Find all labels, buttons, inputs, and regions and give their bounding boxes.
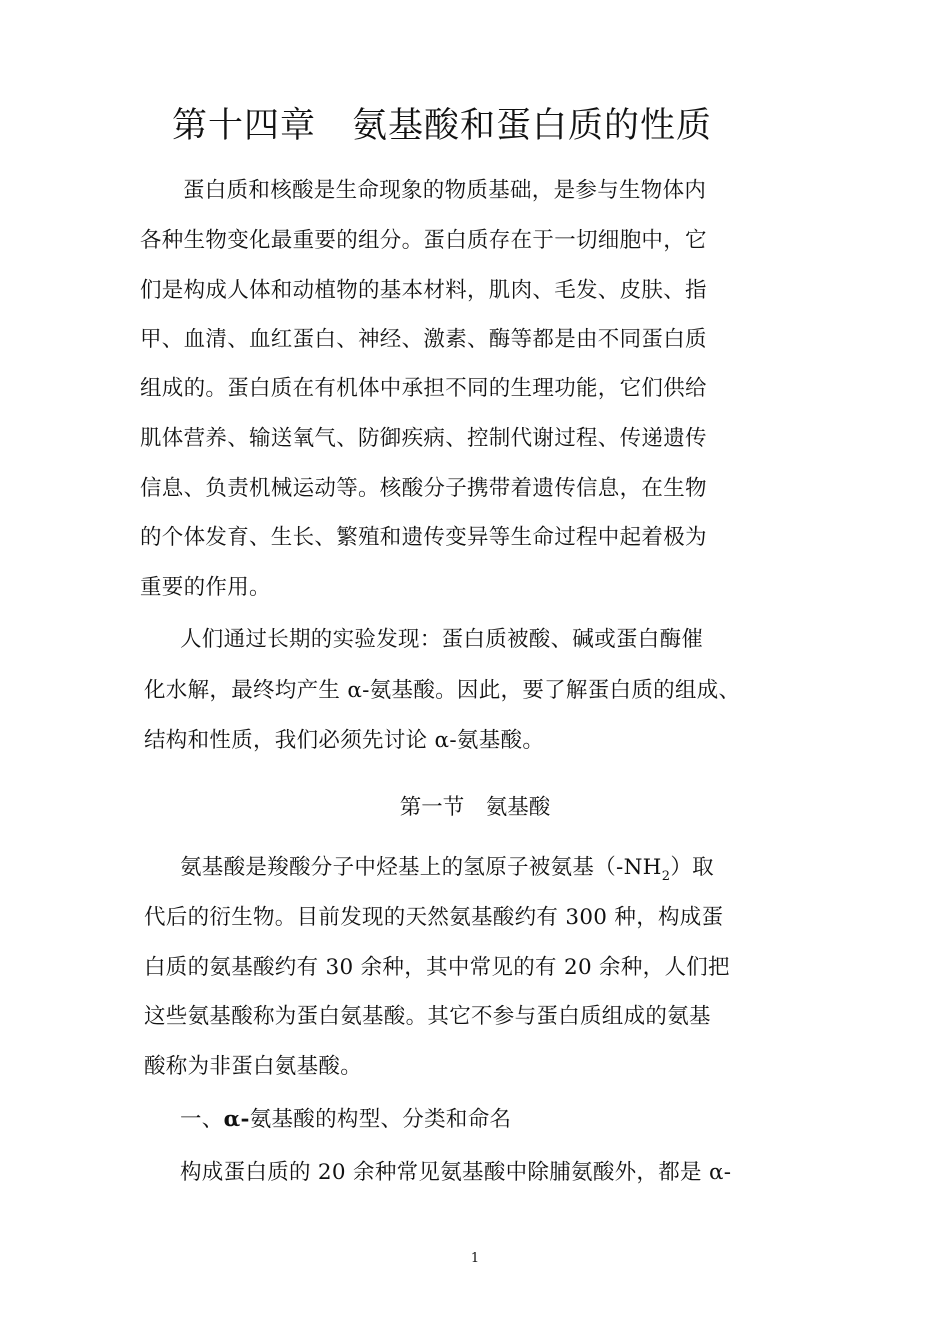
intro-line-4: 甲、血清、血红蛋白、神经、激素、酶等都是由不同蛋白质 xyxy=(140,327,707,352)
nh2-subscript: 2 xyxy=(661,869,671,884)
intro-line-5: 组成的。蛋白质在有机体中承担不同的生理功能，它们供给 xyxy=(140,376,707,401)
section-para-line-5: 酸称为非蛋白氨基酸。 xyxy=(144,1054,363,1079)
section-para-line-1 xyxy=(180,853,714,892)
section-para-line-1-tail: ）取 xyxy=(670,855,714,880)
subsection-heading xyxy=(180,1105,511,1135)
page-number: 1 xyxy=(470,1251,480,1266)
intro-line-2: 各种生物变化最重要的组分。蛋白质存在于一切细胞中，它 xyxy=(140,228,707,253)
section-para-line-3: 白质的氨基酸约有 30 余种，其中常见的有 20 余种，人们把 xyxy=(144,955,730,980)
para2-line-1: 人们通过长期的实验发现：蛋白质被酸、碱或蛋白酶催 xyxy=(180,627,704,652)
last-line: 构成蛋白质的 20 余种常见氨基酸中除脯氨酸外，都是 α- xyxy=(180,1160,732,1185)
chapter-title: 第十四章 氨基酸和蛋白质的性质 xyxy=(172,106,713,146)
intro-line-8: 的个体发育、生长、繁殖和遗传变异等生命过程中起着极为 xyxy=(140,525,707,550)
intro-line-1: 蛋白质和核酸是生命现象的物质基础，是参与生物体内 xyxy=(183,178,707,203)
section-para-line-4: 这些氨基酸称为蛋白氨基酸。其它不参与蛋白质组成的氨基 xyxy=(144,1004,711,1029)
section-title: 第一节 氨基酸 xyxy=(399,795,551,820)
subsection-rest: 氨基酸的构型、分类和命名 xyxy=(249,1107,512,1132)
intro-line-9: 重要的作用。 xyxy=(140,575,271,600)
subsection-alpha: α- xyxy=(223,1107,250,1132)
intro-line-3: 们是构成人体和动植物的基本材料，肌肉、毛发、皮肤、指 xyxy=(140,278,707,303)
section-para-line-2: 代后的衍生物。目前发现的天然氨基酸约有 300 种，构成蛋 xyxy=(144,905,724,930)
intro-line-6: 肌体营养、输送氧气、防御疾病、控制代谢过程、传递遗传 xyxy=(140,426,707,451)
section-para-line-1-text: 氨基酸是羧酸分子中烃基上的氢原子被氨基（-NH xyxy=(180,855,662,880)
intro-line-7: 信息、负责机械运动等。核酸分子携带着遗传信息，在生物 xyxy=(140,476,707,501)
para2-line-2: 化水解，最终均产生 α-氨基酸。因此，要了解蛋白质的组成、 xyxy=(144,678,741,703)
subsection-prefix: 一、 xyxy=(180,1107,224,1132)
para2-line-3: 结构和性质，我们必须先讨论 α-氨基酸。 xyxy=(144,728,545,753)
